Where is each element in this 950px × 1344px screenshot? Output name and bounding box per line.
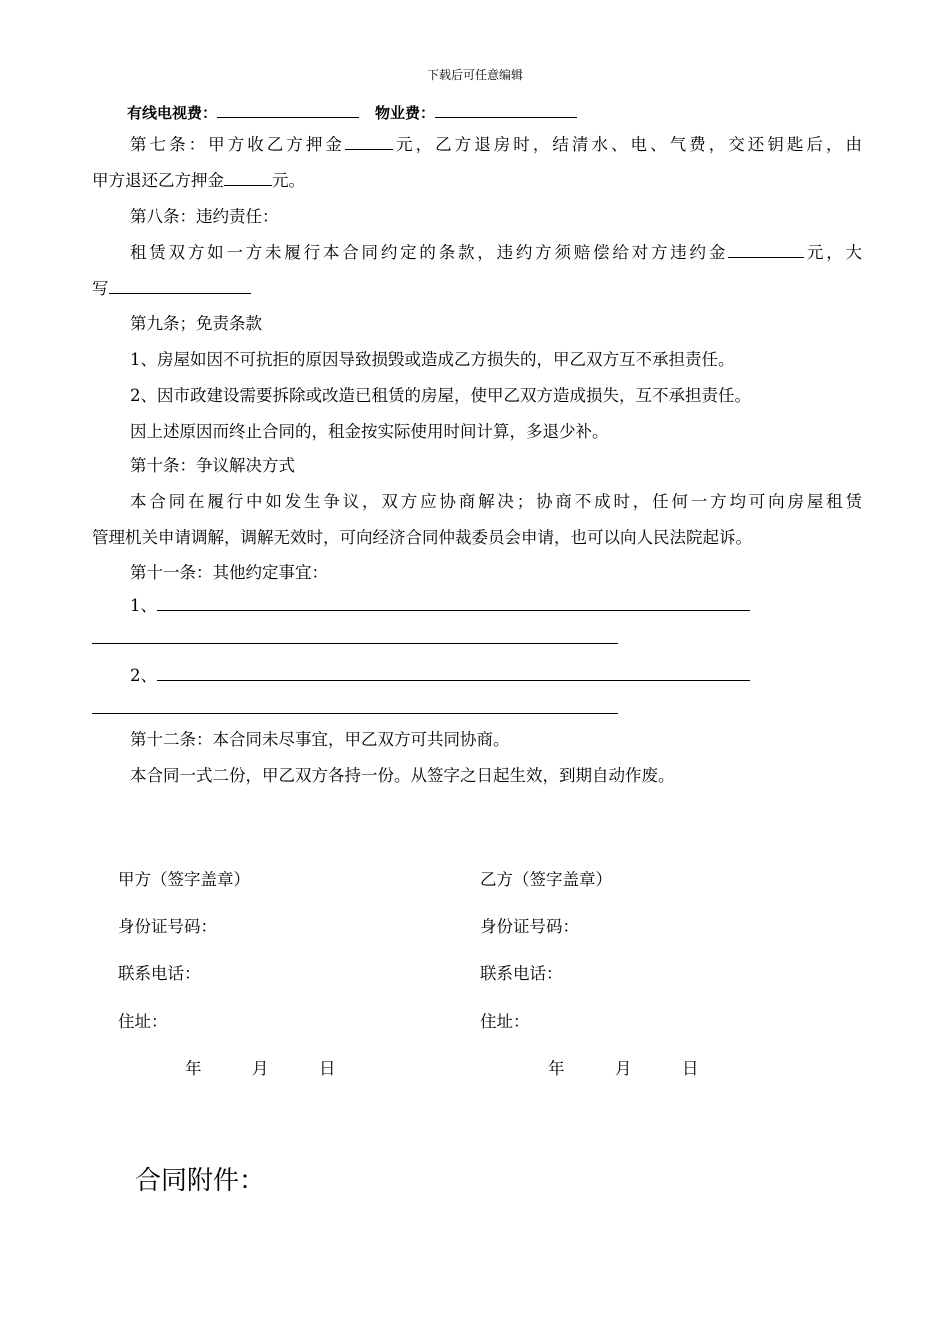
article-9-item-1: 1、房屋如因不可抗拒的原因导致损毁或造成乙方损失的，甲乙双方互不承担责任。	[130, 350, 735, 369]
party-b-date-month: 月	[615, 1059, 632, 1078]
property-fee-blank[interactable]	[435, 103, 577, 118]
article-10-line-2: 管理机关申请调解，调解无效时，可向经济合同仲裁委员会申请，也可以向人民法院起诉。	[92, 528, 752, 547]
article-7-text-b: 元，乙方退房时，结清水、电、气费，交还钥匙后，由	[392, 135, 863, 154]
article-8-text-c: 写	[92, 279, 109, 298]
cable-tv-fee-blank[interactable]	[217, 103, 359, 118]
page-header-note: 下载后可任意编辑	[426, 68, 523, 82]
article-11	[92, 555, 862, 591]
property-fee-label: 物业费：	[375, 104, 436, 122]
party-a-signature-label: 甲方（签字盖章）	[118, 870, 250, 889]
penalty-amount-blank[interactable]	[728, 241, 804, 258]
article-11-item-2-label: 2、	[130, 666, 157, 685]
party-a-date-month: 月	[252, 1059, 269, 1078]
article-8-line-1	[92, 235, 862, 271]
article-10-title: 第十条：争议解决方式	[130, 456, 295, 475]
article-7-text-a: 第七条：甲方收乙方押金	[130, 135, 345, 154]
article-7-text-c: 甲方退还乙方押金	[92, 171, 224, 190]
party-b-address-label: 住址：	[480, 1012, 530, 1031]
article-7-text-d: 元。	[272, 171, 305, 190]
article-12	[92, 722, 862, 794]
article-7	[92, 127, 862, 199]
article-12-line-2: 本合同一式二份，甲乙双方各持一份。从签字之日起生效，到期自动作废。	[130, 766, 675, 785]
party-a-date-day: 日	[319, 1059, 336, 1078]
article-11-title: 第十一条：其他约定事宜：	[130, 563, 328, 582]
article-12-line-1: 第十二条：本合同未尽事宜，甲乙双方可共同协商。	[130, 730, 510, 749]
article-9-item-3: 因上述原因而终止合同的，租金按实际使用时间计算，多退少补。	[130, 422, 609, 441]
contract-annex-title: 合同附件：	[135, 1166, 266, 1196]
article-8-text-a: 租赁双方如一方未履行本合同约定的条款，违约方须赔偿给对方违约金	[130, 243, 729, 262]
article-7-line-1	[92, 127, 862, 163]
article-11-item-2-blank[interactable]	[157, 680, 750, 681]
article-8-line-2	[92, 271, 862, 307]
article-9-title: 第九条；免责条款	[130, 314, 262, 333]
article-7-line-2	[92, 163, 862, 199]
article-10	[92, 448, 862, 556]
party-a-date-year: 年	[185, 1059, 202, 1078]
fee-line	[127, 102, 577, 123]
party-b-date-day: 日	[682, 1059, 699, 1078]
cable-tv-fee-label: 有线电视费：	[127, 104, 218, 122]
article-8	[92, 199, 862, 307]
party-b-id-label: 身份证号码：	[480, 917, 579, 936]
deposit-return-blank[interactable]	[224, 169, 272, 186]
party-a-phone-label: 联系电话：	[118, 964, 201, 983]
party-a-address-label: 住址：	[118, 1012, 168, 1031]
article-11-item-1-blank[interactable]	[157, 610, 750, 611]
party-b-phone-label: 联系电话：	[480, 964, 563, 983]
article-8-text-b: 元，大	[804, 243, 863, 262]
party-b-date-year: 年	[548, 1059, 565, 1078]
article-11-item-2-blank-cont[interactable]	[92, 713, 618, 714]
article-9-item-2: 2、因市政建设需要拆除或改造已租赁的房屋，使甲乙双方造成损失，互不承担责任。	[130, 386, 751, 405]
penalty-amount-words-blank[interactable]	[109, 277, 251, 294]
article-8-title: 第八条：违约责任：	[130, 207, 279, 226]
deposit-amount-blank[interactable]	[345, 133, 393, 150]
article-10-line-1: 本合同在履行中如发生争议，双方应协商解决；协商不成时，任何一方均可向房屋租赁	[130, 492, 862, 511]
article-11-item-1-blank-cont[interactable]	[92, 643, 618, 644]
article-9	[92, 306, 862, 450]
party-a-id-label: 身份证号码：	[118, 917, 217, 936]
article-11-item-1-label: 1、	[130, 596, 157, 615]
party-b-signature-label: 乙方（签字盖章）	[480, 870, 612, 889]
